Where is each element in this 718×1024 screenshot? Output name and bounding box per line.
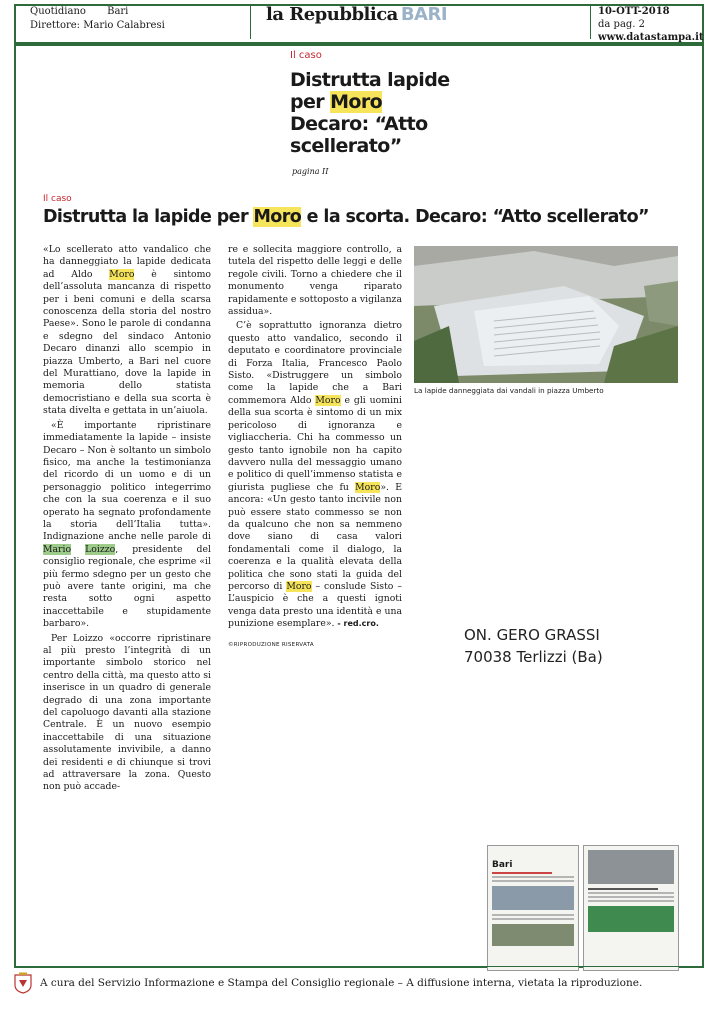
copyright-notice: ©RIPRODUZIONE RISERVATA — [228, 641, 314, 648]
article-photo — [414, 246, 678, 383]
article-headline — [43, 207, 649, 227]
teaser-line-3: Decaro: “Atto — [290, 113, 428, 135]
stamp-city: 70038 Terlizzi (Ba) — [464, 648, 603, 666]
thumbnail-1-photo-2 — [492, 924, 574, 946]
col2-p2-text-d: – conslude Sisto – L’auspicio è che a questi ignoti venga data presto una identità e una punizione esemplare». — [228, 580, 402, 630]
col1-p2-text-a: «È importante ripristinare immediatamente la lapide – insiste Decaro – Non è soltanto un simbolo fisico, ma anche la testimonianza del ricordo di un uomo e di un personaggio politico integerrimo che con la sua coerenza e il suo operato ha segnato profondamente la storia dell’Italia tutta». Indignazione anche nelle parole di — [43, 419, 211, 543]
paper-city: Bari — [107, 6, 129, 17]
headline-text-post: e la scorta. Decaro: “Atto scellerato” — [301, 207, 649, 227]
col2-p2-text-a: C’è soprattutto ignoranza dietro questo atto vandalico, secondo il deputato e coordinatore provinciale di Forza Italia, Francesco Paolo Sisto. «Distruggere un simbolo come la lapide che a Bari commemora Aldo — [228, 320, 402, 406]
col1-p1-text-a: «Lo scellerato atto vandalico che ha danneggiato la lapide dedicata ad Aldo — [43, 244, 211, 280]
header-divider-right — [590, 5, 591, 39]
footer-divider — [14, 966, 704, 967]
teaser-line-1: Distrutta lapide — [290, 69, 450, 91]
thumbnail-2-photo-2 — [588, 906, 674, 932]
thumbnail-2-headline — [588, 888, 658, 890]
thumbnail-1-line — [492, 880, 574, 882]
director: Direttore: Mario Calabresi — [30, 20, 165, 31]
thumbnail-2-line — [588, 892, 674, 894]
col2-highlight-moro-2: Moro — [355, 481, 381, 493]
plaque-photo-image — [414, 246, 678, 383]
col2-paragraph-2 — [228, 320, 402, 630]
article-column-2 — [228, 244, 402, 651]
article-signature: - red.cro. — [337, 619, 379, 629]
page-thumbnail-1 — [487, 845, 579, 971]
col1-p2-text-b: , presidente del consiglio regionale, che esprime «il più fermo sdegno per un gesto che può avere tante origini, ma che resta sotto ogni aspetto inaccettabile e stupidamente barbaro». — [43, 543, 211, 630]
teaser-line-4: scellerato” — [290, 135, 402, 157]
col2-p2-text-c: ». E ancora: «Un gesto tanto incivile non può essere stato commesso se non da qualcuno che non sa nemmeno dove siano di casa valori fondamentali come il dialogo, la coerenza e la qualità elevata della politica che sono stati la guida del percorso di — [228, 481, 402, 592]
teaser — [290, 50, 460, 176]
article-kicker: Il caso — [43, 194, 72, 204]
col2-highlight-moro-3: Moro — [286, 580, 312, 592]
thumbnail-1-title: Bari — [492, 860, 513, 870]
col2-highlight-moro-1: Moro — [315, 394, 341, 406]
address-stamp — [464, 624, 603, 668]
teaser-highlight-moro: Moro — [330, 91, 383, 113]
page-ref: da pag. 2 — [598, 19, 646, 30]
header-divider-left — [250, 5, 251, 39]
teaser-line-2 — [290, 91, 460, 113]
masthead-main: la Repubblica — [266, 4, 398, 25]
source-site: www.datastampa.it — [598, 32, 704, 43]
col1-highlight-moro: Moro — [109, 268, 135, 280]
headline-highlight-moro: Moro — [253, 207, 302, 227]
col1-highlight-mario: Mario — [43, 543, 72, 555]
teaser-page-ref: pagina II — [292, 167, 329, 176]
col1-paragraph-3: Per Loizzo «occorre ripristinare al più presto l’integrità di un importante simbolo storico nel centro della città, ma questo atto si inserisce in un quadro di generale degrado di una zona importante del capoluogo davanti alla stazione Centrale. È un nuovo esempio inaccettabile di una situazione assolutamente invivibile, a danno dei residenti e di chiunque si trovi ad attraversare la zona. Questo non può accade- — [43, 632, 211, 793]
page-thumbnail-2 — [583, 845, 679, 971]
col1-paragraph-2 — [43, 420, 211, 631]
col2-paragraph-1: re e sollecita maggiore controllo, a tutela del rispetto delle leggi e delle regole civili. Torno a chiedere che il monumento venga riparato rapidamente e sottoposto a vigilanza assidua». — [228, 244, 402, 318]
masthead — [266, 4, 447, 25]
photo-caption: La lapide danneggiata dai vandali in piazza Umberto — [414, 386, 604, 395]
header-right — [598, 5, 704, 44]
teaser-kicker: Il caso — [290, 50, 322, 61]
thumbnail-1-photo — [492, 886, 574, 910]
thumbnail-2-line — [588, 900, 674, 902]
col2-p2-text-b: e gli uomini della sua scorta è sintomo di un mix pericoloso di ignoranza e vigliaccheria. Chi ha commesso un gesto tanto ignobile non ha capito davvero nulla del messaggio umano e politico di quell’immenso statista e giurista pugliese che fu — [228, 394, 403, 493]
article-column-1 — [43, 244, 211, 796]
teaser-title — [290, 69, 460, 157]
issue-date: 10-OTT-2018 — [598, 6, 670, 17]
regional-crest-icon — [14, 972, 32, 994]
headline-text-pre: Distrutta la lapide per — [43, 207, 254, 227]
footer-notice: A cura del Servizio Informazione e Stampa del Consiglio regionale – A diffusione interna, vietata la riproduzione. — [40, 977, 643, 989]
col1-highlight-loizzo: Loizzo — [85, 543, 116, 555]
thumbnail-2-line — [588, 896, 674, 898]
teaser-line-2-text: per — [290, 91, 331, 113]
thumbnail-1-line — [492, 876, 574, 878]
paper-type: Quotidiano — [30, 6, 86, 17]
col1-paragraph-1 — [43, 244, 211, 418]
header-left — [30, 5, 165, 33]
stamp-name: ON. GERO GRASSI — [464, 626, 600, 644]
thumbnail-1-headline — [492, 872, 552, 874]
thumbnail-2-photo — [588, 850, 674, 884]
thumbnail-1-line — [492, 914, 574, 916]
masthead-city: BARI — [400, 4, 448, 25]
col1-p1-text-b: è sintomo dell’assoluta mancanza di rispetto per i beni comuni e della scarsa conoscenza della storia del nostro Paese». Sono le parole di condanna e sdegno del sindaco Antonio Decaro dinanzi allo scempio in piazza Umberto, a Bari nel cuore del Murattiano, dove la lapide in memoria dello statista democristiano e della sua scorta è stata divelta e gettata in un’aiuola. — [43, 268, 212, 417]
thumbnail-1-line — [492, 918, 574, 920]
